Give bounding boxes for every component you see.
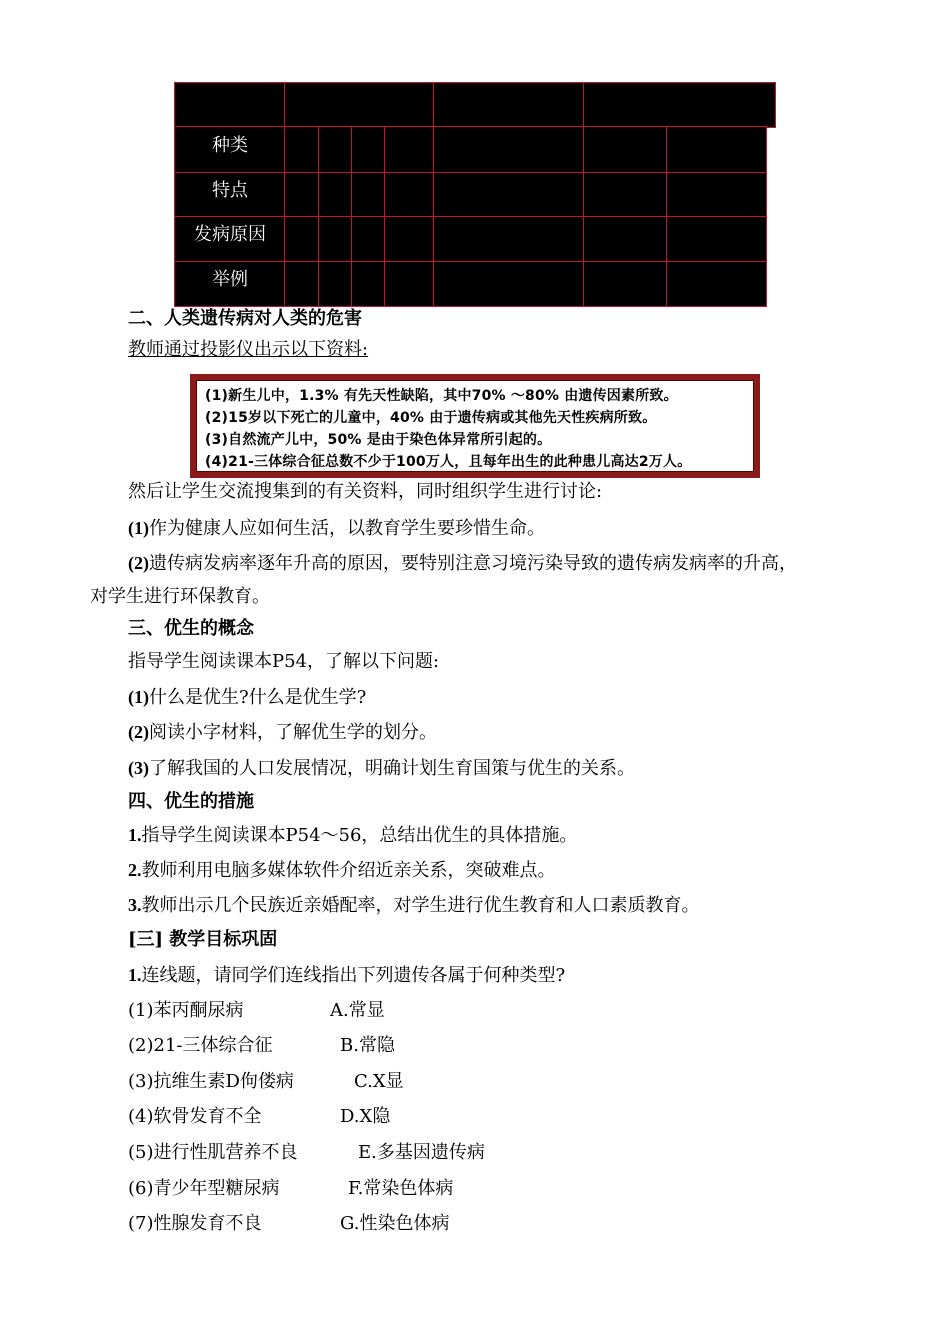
table-cell (583, 261, 667, 307)
table-cell (666, 172, 767, 217)
projected-material-content (196, 380, 754, 472)
table-cell (384, 216, 434, 262)
projected-material-box (190, 374, 760, 478)
item-text: 什么是优生?什么是优生学? (149, 687, 367, 708)
table-row-label: 特点 (212, 180, 248, 201)
section-intro: 指导学生阅读课本P54，了解以下问题: (128, 651, 440, 672)
match-right-item: C.X显 (354, 1071, 404, 1092)
item-text: 教师出示几个民族近亲婚配率，对学生进行优生教育和人口素质教育。 (141, 895, 700, 916)
match-left-item: (3)抗维生素D佝偻病 (128, 1071, 294, 1092)
list-item (128, 516, 545, 541)
question-number: 1. (128, 965, 142, 985)
list-item (128, 720, 437, 745)
table-cell (318, 261, 352, 307)
table-cell (351, 261, 385, 307)
table-header-cell (433, 82, 584, 128)
table-cell (384, 126, 434, 173)
table-cell (433, 172, 584, 217)
match-left-item: (6)青少年型糖尿病 (128, 1178, 280, 1199)
table-cell (284, 216, 319, 262)
table-header-cell (583, 82, 776, 128)
item-number: (2) (128, 722, 149, 742)
material-line: (4)21-三体综合征总数不少于100万人，且每年出生的此种患儿高达2万人。 (205, 454, 692, 470)
section-heading: 三、优生的概念 (128, 618, 254, 639)
table-cell (351, 172, 385, 217)
table-cell (384, 261, 434, 307)
list-item (128, 685, 366, 710)
item-number: (1) (128, 687, 149, 707)
section-heading: 二、人类遗传病对人类的危害 (128, 308, 362, 329)
table-header-cell (284, 82, 434, 128)
match-left-item: (2)21-三体综合征 (128, 1035, 273, 1056)
table-row-label: 种类 (212, 135, 248, 156)
item-text: 遗传病发病率逐年升高的原因，要特别注意习境污染导致的遗传病发病率的升高， (149, 553, 797, 574)
match-right-item: G.性染色体病 (340, 1213, 450, 1234)
list-item (128, 551, 797, 576)
material-line: (2)15岁以下死亡的儿童中，40% 由于遗传病或其他先天性疾病所致。 (205, 410, 657, 426)
material-line: (1)新生儿中，1.3% 有先天性缺陷，其中70% ～80% 由遗传因素所致。 (205, 388, 678, 404)
table-header-cell (174, 82, 285, 128)
list-item (128, 858, 556, 883)
item-text: 指导学生阅读课本P54～56，总结出优生的具体措施。 (141, 825, 578, 846)
table-cell (583, 216, 667, 262)
table-cell (318, 172, 352, 217)
table-cell (284, 126, 319, 173)
item-number: (3) (128, 758, 149, 778)
list-item (128, 756, 635, 781)
table-cell (284, 172, 319, 217)
match-left-item: (4)软骨发育不全 (128, 1106, 262, 1127)
table-row-label: 发病原因 (194, 224, 266, 245)
item-text: 阅读小字材料，了解优生学的划分。 (149, 722, 437, 743)
section-heading: [三] 教学目标巩固 (128, 929, 278, 950)
table-cell (583, 126, 667, 173)
match-right-item: E.多基因遗传病 (358, 1142, 485, 1163)
table-cell (351, 216, 385, 262)
section-heading: 四、优生的措施 (128, 791, 254, 812)
match-left-item: (1)苯丙酮尿病 (128, 1000, 244, 1021)
match-right-item: F.常染色体病 (348, 1178, 454, 1199)
item-text: 作为健康人应如何生活，以教育学生要珍惜生命。 (149, 518, 545, 539)
table-cell (384, 172, 434, 217)
table-cell (666, 216, 767, 262)
table-cell (318, 216, 352, 262)
paragraph: 然后让学生交流搜集到的有关资料，同时组织学生进行讨论: (128, 481, 603, 502)
match-left-item: (7)性腺发育不良 (128, 1213, 262, 1234)
item-text: 了解我国的人口发展情况，明确计划生育国策与优生的关系。 (149, 758, 635, 779)
genetic-disease-table (0, 0, 950, 320)
table-cell (433, 216, 584, 262)
item-number: (2) (128, 553, 149, 573)
table-cell (433, 261, 584, 307)
question (128, 963, 565, 988)
table-cell (666, 126, 767, 173)
match-right-item: B.常隐 (340, 1035, 395, 1056)
section-intro: 教师通过投影仪出示以下资料: (128, 339, 369, 360)
question-text: 连线题，请同学们连线指出下列遗传各属于何种类型? (141, 965, 566, 986)
table-cell (318, 126, 352, 173)
match-right-item: A.常显 (330, 1000, 385, 1021)
table-row-label: 举例 (212, 269, 248, 290)
paragraph-continuation: 对学生进行环保教育。 (90, 586, 270, 607)
list-item (128, 893, 700, 918)
item-number: 2. (128, 860, 142, 880)
material-line: (3)自然流产儿中，50% 是由于染色体异常所引起的。 (205, 432, 552, 448)
item-number: 1. (128, 825, 142, 845)
table-cell (433, 126, 584, 173)
table-cell (351, 126, 385, 173)
table-cell (284, 261, 319, 307)
list-item (128, 823, 577, 848)
item-text: 教师利用电脑多媒体软件介绍近亲关系，突破难点。 (141, 860, 556, 881)
item-number: (1) (128, 518, 149, 538)
match-left-item: (5)进行性肌营养不良 (128, 1142, 298, 1163)
table-cell (666, 261, 767, 307)
item-number: 3. (128, 895, 142, 915)
table-cell (583, 172, 667, 217)
match-right-item: D.X隐 (340, 1106, 391, 1127)
